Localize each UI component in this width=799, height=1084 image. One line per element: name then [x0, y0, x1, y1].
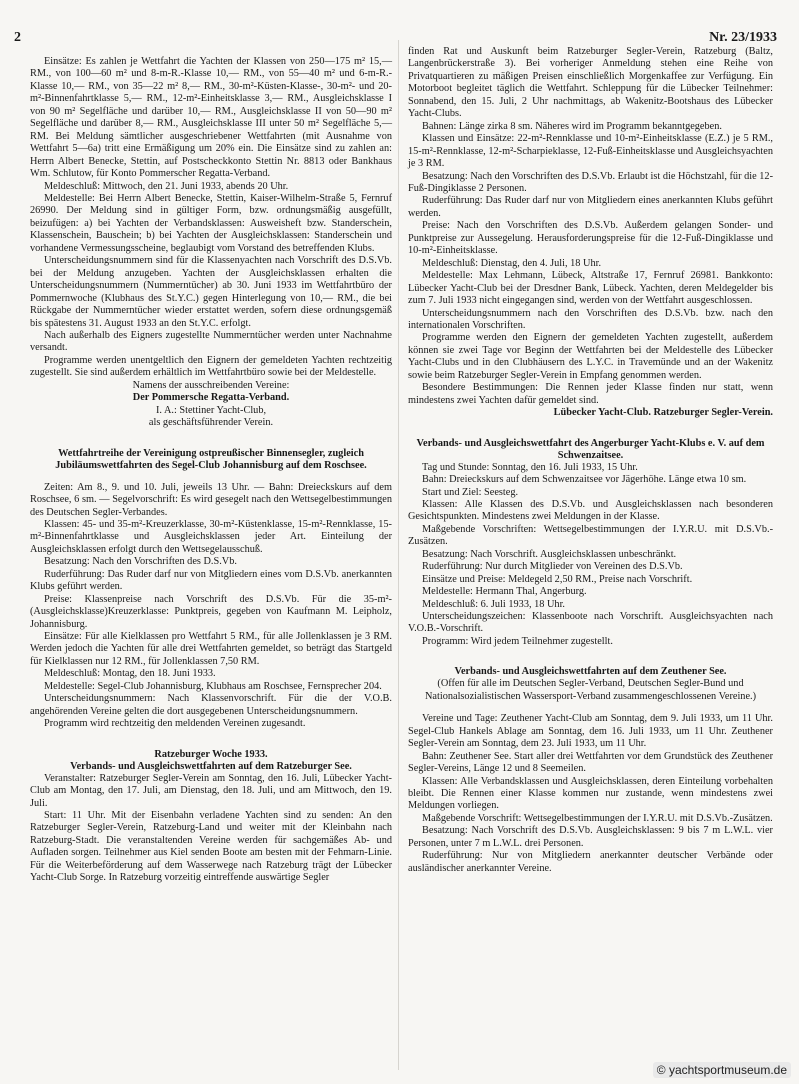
signature-org: Der Pommersche Regatta-Verband.: [132, 392, 290, 404]
paragraph: Unterscheidungsnummern sind für die Klassenyachten nach Vorschrift des D.S.Vb. bei der Meldung anzugeben. Yachten der Ausgleichsklassen erhalten die Unterscheidungsnummern (Nummerntücher) ab 30. Juni 1933 im Wettfahrtbüro der Pommernwoche (Klubhaus des St.Y.C.) gegen Hinterlegung von 10,— RM., die bei Rückgabe der Nummerntücher wieder erstattet werden, sofern diese ordnungsgemäß bis spätestens 31. August 1933 an den St.Y.C. erfolgt.: [30, 255, 392, 329]
paragraph: Programme werden unentgeltlich den Eignern der gemeldeten Yachten rechtzeitig zugestellt. Sie sind außerdem erhältlich im Wettfahrtbüro sowie bei der Meldestelle.: [30, 354, 392, 379]
paragraph: Veranstalter: Ratzeburger Segler-Verein am Sonntag, den 16. Juli, Lübecker Yacht-Club am Montag, den 17. Juli, am Dienstag, den 18. Juli, und am Mittwoch, den 19. Juli.: [30, 772, 392, 809]
paragraph: Ruderführung: Das Ruder darf nur von Mitgliedern eines anerkannten Klubs geführt werden.: [408, 195, 773, 219]
paragraph: Tag und Stunde: Sonntag, den 16. Juli 1933, 15 Uhr.: [422, 461, 638, 473]
paragraph: Besatzung: Nach den Vorschriften des D.S.Vb. Erlaubt ist die Höchstzahl, für die 12-Fuß-Dingiklasse 2 Personen.: [408, 170, 773, 194]
paragraph: Start und Ziel: Seesteg.: [422, 486, 519, 498]
paragraph: Preise: Klassenpreise nach Vorschrift des D.S.Vb. Für die 35-m²-(Ausgleichsklasse)Kreuzerklasse: Punktpreis, gegeben von Kaufmann M. Leipholz, Johannisburg.: [30, 593, 392, 630]
paragraph: Programm wird rechtzeitig den meldenden Vereinen zugesandt.: [44, 718, 306, 730]
paragraph: Nach außerhalb des Eigners zugestellte Nummerntücher werden unter Nachnahme versandt.: [30, 329, 392, 354]
paragraph: Meldestelle: Segel-Club Johannisburg, Klubhaus am Roschsee, Fernsprecher 204.: [44, 680, 382, 692]
paragraph: Besatzung: Nach Vorschrift des D.S.Vb. Ausgleichsklassen: 9 bis 7 m L.W.L. vier Personen, unter 7 m L.W.L. drei Personen.: [408, 825, 773, 849]
paragraph: Ruderführung: Das Ruder darf nur von Mitgliedern eines vom D.S.Vb. anerkannten Klubs geführt werden.: [30, 568, 392, 593]
paragraph: Meldestelle: Hermann Thal, Angerburg.: [422, 586, 587, 598]
section-note: (Offen für alle im Deutschen Segler-Verband, Deutschen Segler-Bund und Nationalsozialistischen Wassersport-Verband zusammengeschlossenen Vereine.): [424, 678, 757, 702]
paragraph: Bahnen: Länge zirka 8 sm. Näheres wird im Programm bekanntgegeben.: [422, 120, 722, 132]
section-heading: Verbands- und Ausgleichswettfahrt des Angerburger Yacht-Klubs e. V. auf dem Schwenzaitsee.: [416, 437, 765, 461]
section-heading: Verbands- und Ausgleichswettfahrten auf dem Zeuthener See.: [454, 666, 727, 678]
paragraph: Meldeschluß: 6. Juli 1933, 18 Uhr.: [422, 598, 566, 610]
paragraph: Besatzung: Nach den Vorschriften des D.S.Vb.: [44, 556, 237, 568]
paragraph: Bahn: Dreieckskurs auf dem Schwenzaitsee vor Jägerhöhe. Länge etwa 10 sm.: [422, 474, 747, 486]
right-column: [408, 46, 773, 875]
paragraph: Ruderführung: Nur von Mitgliedern anerkannter deutscher Verbände oder ausländischer anerkannter Vereine.: [408, 850, 773, 874]
paragraph: Meldeschluß: Montag, den 18. Juni 1933.: [44, 668, 216, 680]
paragraph: Einsätze: Für alle Kielklassen pro Wettfahrt 5 RM., für alle Jollenklassen je 3 RM. Werden jedoch die Yachten für alle drei Wettfahrten gemeldet, so beträgt das Startgeld für Kielklassen nur 12 RM., für Jollenklassen 7,50 RM.: [30, 631, 392, 667]
column-divider: [398, 40, 399, 1070]
signature-line: I. A.: Stettiner Yacht-Club,: [155, 404, 267, 416]
paragraph: Programm: Wird jedem Teilnehmer zugestellt.: [422, 635, 613, 647]
paragraph: Unterscheidungsnummern: Nach Klassenvorschrift. Für die der V.O.B. angehörenden Vereine gelten die dort ausgegebenen Unterscheidungsnummern.: [30, 693, 392, 717]
paragraph: Unterscheidungszeichen: Klassenboote nach Vorschrift. Ausgleichsyachten nach V.O.B.-Vorschrift.: [408, 611, 773, 635]
paragraph: Meldestelle: Max Lehmann, Lübeck, Altstraße 17, Fernruf 26981. Bankkonto: Lübecker Yacht-Club bei der Dresdner Bank, Lübeck. Yachten, deren Meldegelder bis zum 7. Juli 1933 nicht eingegangen sind, werden von der Wettfahrt ausgeschlossen.: [408, 270, 773, 307]
section-subheading: Verbands- und Ausgleichswettfahrten auf dem Ratzeburger See.: [70, 760, 352, 772]
paragraph: Start: 11 Uhr. Mit der Eisenbahn verladene Yachten sind zu senden: An den Ratzeburger Segler-Verein, Ratzeburg-Land und weiter mit der Kleinbahn nach Ratzeburg-Stadt. Die veranstaltenden Vereine werden für sachgemäßes Ab- und Aufladen sorgen. Teilnehmer aus Kiel senden Boote am besten mit der Fehmarn-Linie. Für die Weiterbeförderung auf dem Wasserwege nach Ratzeburg trägt der Lübecker Yacht-Club Sorge. In Ratzeburg vorzeitig eintreffende auswärtige Segler: [30, 810, 392, 884]
paragraph: Maßgebende Vorschrift: Wettsegelbestimmungen der I.Y.R.U. mit D.S.Vb.-Zusätzen.: [422, 812, 773, 824]
paragraph: Programme werden den Eignern der gemeldeten Yachten zugestellt, außerdem können sie zwei Tage vor Beginn der Wettfahrten bei der Meldestelle des Lübecker Yacht-Clubs und in den Clubhäusern des L.Y.C. in Travemünde und an der Wakenitz sowie beim Ratzeburger Segler-Verein in Empfang genommen werden.: [408, 332, 773, 381]
paragraph: Einsätze und Preise: Meldegeld 2,50 RM., Preise nach Vorschrift.: [422, 573, 693, 585]
signature-line: Namens der ausschreibenden Vereine:: [132, 379, 290, 391]
paragraph: finden Rat und Auskunft beim Ratzeburger Segler-Verein, Ratzeburg (Baltz, Langenbrückerstraße 3). Bei vorheriger Anmeldung stehen eine Reihe von Privatquartieren zu mäßigen Preisen einschließlich Morgenkaffee zur Verfügung. Ein Motorboot begleitet täglich die Wettfahrt. Schleppung für die Lübecker Teilnehmer: Sonnabend, den 15. Juli, 2 Uhr nachmittags, ab Wakenitz-Bootshaus des Lübecker Yacht-Clubs.: [408, 46, 773, 120]
paragraph: Besatzung: Nach Vorschrift. Ausgleichsklassen unbeschränkt.: [422, 548, 677, 560]
paragraph: Ruderführung: Nur durch Mitglieder von Vereinen des D.S.Vb.: [422, 561, 683, 573]
paragraph: Einsätze: Es zahlen je Wettfahrt die Yachten der Klassen von 250—175 m² 15,— RM., von 100—60 m² und 8-m-R.-Klasse 10,— RM., von 55—40 m² und 6-m-R.-Klasse 10,— RM., von 35—22 m² 8,— RM., 30-m²-Küsten-Klasse-, 30-m²- und 20-m²-Binnenfahrtklasse 5,— RM., 12-m²-Einheitsklasse 3,— RM., Ausgleichsklasse I von 90 m² Segelfläche und darüber 10,— RM., Ausgleichsklasse II von 50—90 m² Segelfläche und darüber 8,— RM., Ausgleichsklasse III unter 50 m² Segelfläche 5,— RM. Bei Meldung sämtlicher ausgeschriebener Wettfahrten (mit Ausnahme von Wettfahrt 5—6a) tritt eine Ermäßigung um 20% ein. Die Einsätze sind zu zahlen an: Herrn Albert Benecke, Stettin, auf Postscheckkonto Stettin Nr. 8813 oder Bankhaus Wm. Schlutow, für Konto Pommerscher Regatta-Verband.: [30, 56, 392, 180]
paragraph: Besondere Bestimmungen: Die Rennen jeder Klasse finden nur statt, wenn mindestens zwei Yachten dafür gemeldet sind.: [408, 382, 773, 406]
paragraph: Maßgebende Vorschriften: Wettsegelbestimmungen der I.Y.R.U. mit D.S.Vb.-Zusätzen.: [408, 523, 773, 548]
left-column: [30, 56, 392, 885]
signature-org: Lübecker Yacht-Club. Ratzeburger Segler-Verein.: [553, 407, 773, 419]
watermark: © yachtsportmuseum.de: [653, 1062, 791, 1078]
section-heading: Ratzeburger Woche 1933.: [154, 748, 268, 760]
paragraph: Meldeschluß: Mittwoch, den 21. Juni 1933, abends 20 Uhr.: [44, 180, 289, 192]
paragraph: Preise: Nach den Vorschriften des D.S.Vb. Außerdem gelangen Sonder- und Punktpreise zur Aussegelung. Herausforderungspreise für die 12-Fuß-Dingiklasse und 10-m²-Einheitsklasse.: [408, 220, 773, 257]
section-heading: Wettfahrtreihe der Vereinigung ostpreußischer Binnensegler, zugleich Jubiläumswettfahrten des Segel-Club Johannisburg auf dem Roschsee.: [55, 447, 367, 471]
paragraph: Meldestelle: Bei Herrn Albert Benecke, Stettin, Kaiser-Wilhelm-Straße 5, Fernruf 26990. Der Meldung sind in gültiger Form, bzw. ordnungsmäßig ausgefüllt, beizufügen: a) bei Yachten der Verbandsklassen: Ausweisheft bzw. Standerschein, Klassenschein, Bauschein; b) bei Yachten der Ausgleichsklassen: Standerschein und vorhandene Vermessungsscheine, beglaubigt vom Vorstand des betreffenden Klubs.: [30, 192, 392, 254]
paragraph: Klassen und Einsätze: 22-m²-Rennklasse und 10-m²-Einheitsklasse (E.Z.) je 5 RM., 15-m²-Rennklasse, 12-m²-Scharpieklasse, 12-Fuß-Einheitsklasse und Ausgleichsyachten je 3 RM.: [408, 133, 773, 170]
paragraph: Vereine und Tage: Zeuthener Yacht-Club am Sonntag, dem 9. Juli 1933, um 11 Uhr. Segel-Club Hankels Ablage am Sonntag, dem 16. Juli 1933, um 11 Uhr. Zeuthener Segler-Verein am Sonntag, dem 23. Juli 1933, um 11 Uhr.: [408, 713, 773, 750]
page-number: 2: [14, 30, 21, 45]
paragraph: Zeiten: Am 8., 9. und 10. Juli, jeweils 13 Uhr. — Bahn: Dreieckskurs auf dem Roschsee, 6 sm. — Segelvorschrift: Es wird gesegelt nach den Wettsegelbestimmungen des Deutschen Segler-Verbandes.: [30, 481, 392, 518]
paragraph: Klassen: Alle Klassen des D.S.Vb. und Ausgleichsklassen nach besonderen Gesichtspunkten. Mindestens zwei Meldungen in der Klasse.: [408, 498, 773, 523]
paragraph: Unterscheidungsnummern nach den Vorschriften des D.S.Vb. bzw. nach den internationalen Vorschriften.: [408, 307, 773, 331]
paragraph: Klassen: Alle Verbandsklassen und Ausgleichsklassen, deren Einteilung vorbehalten bleibt. Die Rennen einer Klasse kommen nur zustande, wenn mindestens zwei Meldungen vorliegen.: [408, 775, 773, 812]
paragraph: Bahn: Zeuthener See. Start aller drei Wettfahrten vor dem Grundstück des Zeuthener Segler-Vereins, Länge 12 und 8 Seemeilen.: [408, 750, 773, 775]
paragraph: Klassen: 45- und 35-m²-Kreuzerklasse, 30-m²-Küstenklasse, 15-m²-Rennklasse, 15-m²-Binnenfahrtklasse und Ausgleichsklassen jeder Art. Einteilung der Ausgleichsklassen erfolgt durch den Wettsegelausschuß.: [30, 518, 392, 555]
issue-number: Nr. 23/1933: [709, 30, 777, 45]
signature-line: als geschäftsführender Verein.: [148, 417, 274, 429]
paragraph: Meldeschluß: Dienstag, den 4. Juli, 18 Uhr.: [422, 257, 602, 269]
